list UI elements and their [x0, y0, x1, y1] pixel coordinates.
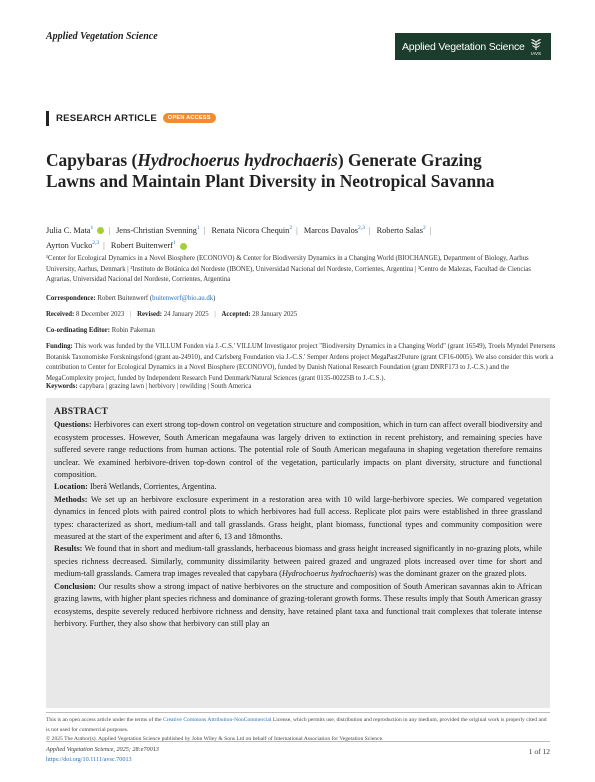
abstract-heading: ABSTRACT — [54, 407, 109, 417]
article-type-row — [46, 110, 216, 126]
leaf-icon — [529, 38, 543, 51]
iavs-logo-mark — [525, 35, 547, 58]
author[interactable]: Roberto Salas$^2$ — [376, 225, 426, 235]
author[interactable]: Marcos Davalos$^{2,3}$ — [303, 225, 365, 235]
page-number: 1 of 12 — [528, 747, 550, 756]
author-list: Julia C. Mata$^1$ | Jens-Christian Svenning$^1$ | Renata Nicora Chequin$^2$ | Marcos Davalos$^{2,3}$ | Roberto Salas$^2$ | Ayrton Vucko$^{2,3}$ | Robert Buitenwerf$^1$ — [46, 225, 432, 251]
abstract-location: Location: Iberá Wetlands, Corrientes, Argentina. — [54, 482, 217, 492]
open-access-badge: OPEN ACCESS — [163, 113, 216, 123]
affiliations: ¹Center for Ecological Dynamics in a Novel Biosphere (ECONOVO) & Center for Biodiversity Dynamics in a Changing World (BIOCHANGE), Department of Biology, Aarhus University, Aarhus, Denmark | ²Instituto de Botánica del Nordeste (IBONE), Universidad Nacional del Nordeste, Corrientes, Argentina | ³Centro de Malezas, Facultad de Ciencias Agrarias, Universidad Nacional del Nordeste, Corrientes, Argentina — [46, 255, 531, 284]
article-type-bar — [46, 111, 49, 126]
author[interactable]: Robert Buitenwerf$^1$ — [111, 241, 187, 250]
species-name-title: Hydrochoerus hydrochaeris — [137, 150, 338, 170]
abstract-conclusion: Conclusion: Our results show a strong impact of native herbivores on the structure and composition of South American savannas akin to African grazing lawns, with higher plant species richness and dominance of grazing-tolerant growth forms. These results imply that South American grassy ecosystems, despite severely reduced herbivore richness and density, have retained plant taxa and functional trait complexes that tolerate intense herbivory. Further, they also show that herbivory can still play an — [54, 581, 543, 628]
author[interactable]: Renata Nicora Chequin$^2$ — [211, 225, 293, 235]
divider — [46, 741, 550, 742]
article-title: Capybaras (Hydrochoerus hydrochaeris) Generate Grazing Lawns and Maintain Plant Diversity in Neotropical Savanna — [46, 150, 495, 191]
abstract-methods: Methods: We set up an herbivore exclosure experiment in a restoration area with 10 wild large-herbivore species. We compared vegetation dynamics in fenced plots with paired control plots to which herbivores had full access. Replicate plot pairs were established in three grassland types: characterized as short, medium-tall and tall grasslands. Grass height, plant biomass, functional types and community composition were measured at the start of the experiment and after 6, 13 and 18months. — [54, 494, 542, 542]
article-type-label: RESEARCH ARTICLE — [56, 112, 157, 124]
divider — [46, 712, 550, 713]
iavs-label: IAVS — [531, 50, 541, 56]
abstract-results: Results: We found that in short and medium-tall grasslands, herbaceous biomass and grass height increased significantly in no-grazing plots, while species richness decreased. Similarly, community dissimilarity between paired grazed and ungrazed plots increased over time for short and medium-tall grasslands. Camera trap images revealed that capybara (Hydrochoerus hydrochaeris) was the dominant grazer on the grazed plots. — [54, 544, 542, 579]
author[interactable]: Jens-Christian Svenning$^1$ — [116, 225, 200, 235]
abstract-box — [46, 398, 550, 708]
orcid-icon[interactable] — [97, 227, 104, 234]
correspondence: Correspondence: Robert Buitenwerf (buitenwerf@bio.au.dk) — [46, 295, 216, 302]
doi-link[interactable]: https://doi.org/10.1111/avsc.70013 — [46, 755, 132, 763]
author[interactable]: Ayrton Vucko$^{2,3}$ — [46, 240, 100, 251]
orcid-icon[interactable] — [180, 243, 187, 250]
dates: Received: 8 December 2023 | Revised: 24 January 2025 | Accepted: 28 January 2025 — [46, 311, 298, 318]
journal-logo[interactable] — [395, 33, 551, 60]
author[interactable]: Julia C. Mata$^1$ — [46, 226, 104, 235]
license-link[interactable]: Creative Commons Attribution-NonCommercial — [162, 717, 272, 723]
keywords: Keywords: capybara | grazing lawn | herbivory | rewilding | South America — [46, 383, 252, 390]
coordinating-editor: Co-ordinating Editor: Robin Pakeman — [46, 327, 155, 334]
email-link[interactable]: buitenwerf@bio.au.dk — [152, 295, 214, 302]
funding: Funding: This work was funded by the VILLUM Fonden via J.-C.S.' VILLUM Investigator project "Biodiversity Dynamics in a Changing World" (grant 16549), Troels Myndel Petersens Botanisk Taxonomiske Forskningsfond (grant au-24910), and Carlsberg Foundation via J.-C.S.' Semper Ardens project MegaPast2Future (grant CF16-0005). We also consider this work a contribution to Center for Ecological Dynamics in a Novel Biosphere (ECONOVO), funded by Danish National Research Foundation (grant DNRF173 to J.-C.S.) and the MegaComplexity project, funded by Independent Research Fund Denmark/Natural Sciences (grant 0135-00225B to J.-C.S.). — [46, 343, 556, 382]
license-notice: This is an open access article under the terms of the Creative Commons Attribution-NonCommercial License, which permits use, distribution and reproduction in any medium, provided the original work is properly cited and is not used for commercial purposes. © 2025 The Author(s). Applied Vegetation Science published by John Wiley & Sons Ltd on behalf of International Association for Vegetation Science. — [46, 716, 550, 745]
copyright-line: © 2025 The Author(s). Applied Vegetation Science published by John Wiley & Sons Ltd on behalf of International Association for Vegetation Science. — [46, 736, 384, 742]
journal-logo-text: Applied Vegetation Science — [402, 40, 525, 53]
footer-citation: Applied Vegetation Science, 2025; 28:e70013 https://doi.org/10.1111/avsc.70013 — [46, 746, 159, 763]
journal-name-header: Applied Vegetation Science — [46, 31, 158, 42]
abstract-questions: Questions: Herbivores can exert strong top-down control on vegetation structure and composition, which in turn can affect overall biodiversity and ecosystem processes. However, South American megafauna was largely driven to extinction in recent prehistory, and remaining species have suffered severe range reductions from human actions. The potential role of South American megafauna in shaping vegetation therefore remains unclear. We examined herbivore-driven top-down control of the vegetation, particularly impacts on plant diversity, structure and functional composition. — [54, 420, 542, 480]
